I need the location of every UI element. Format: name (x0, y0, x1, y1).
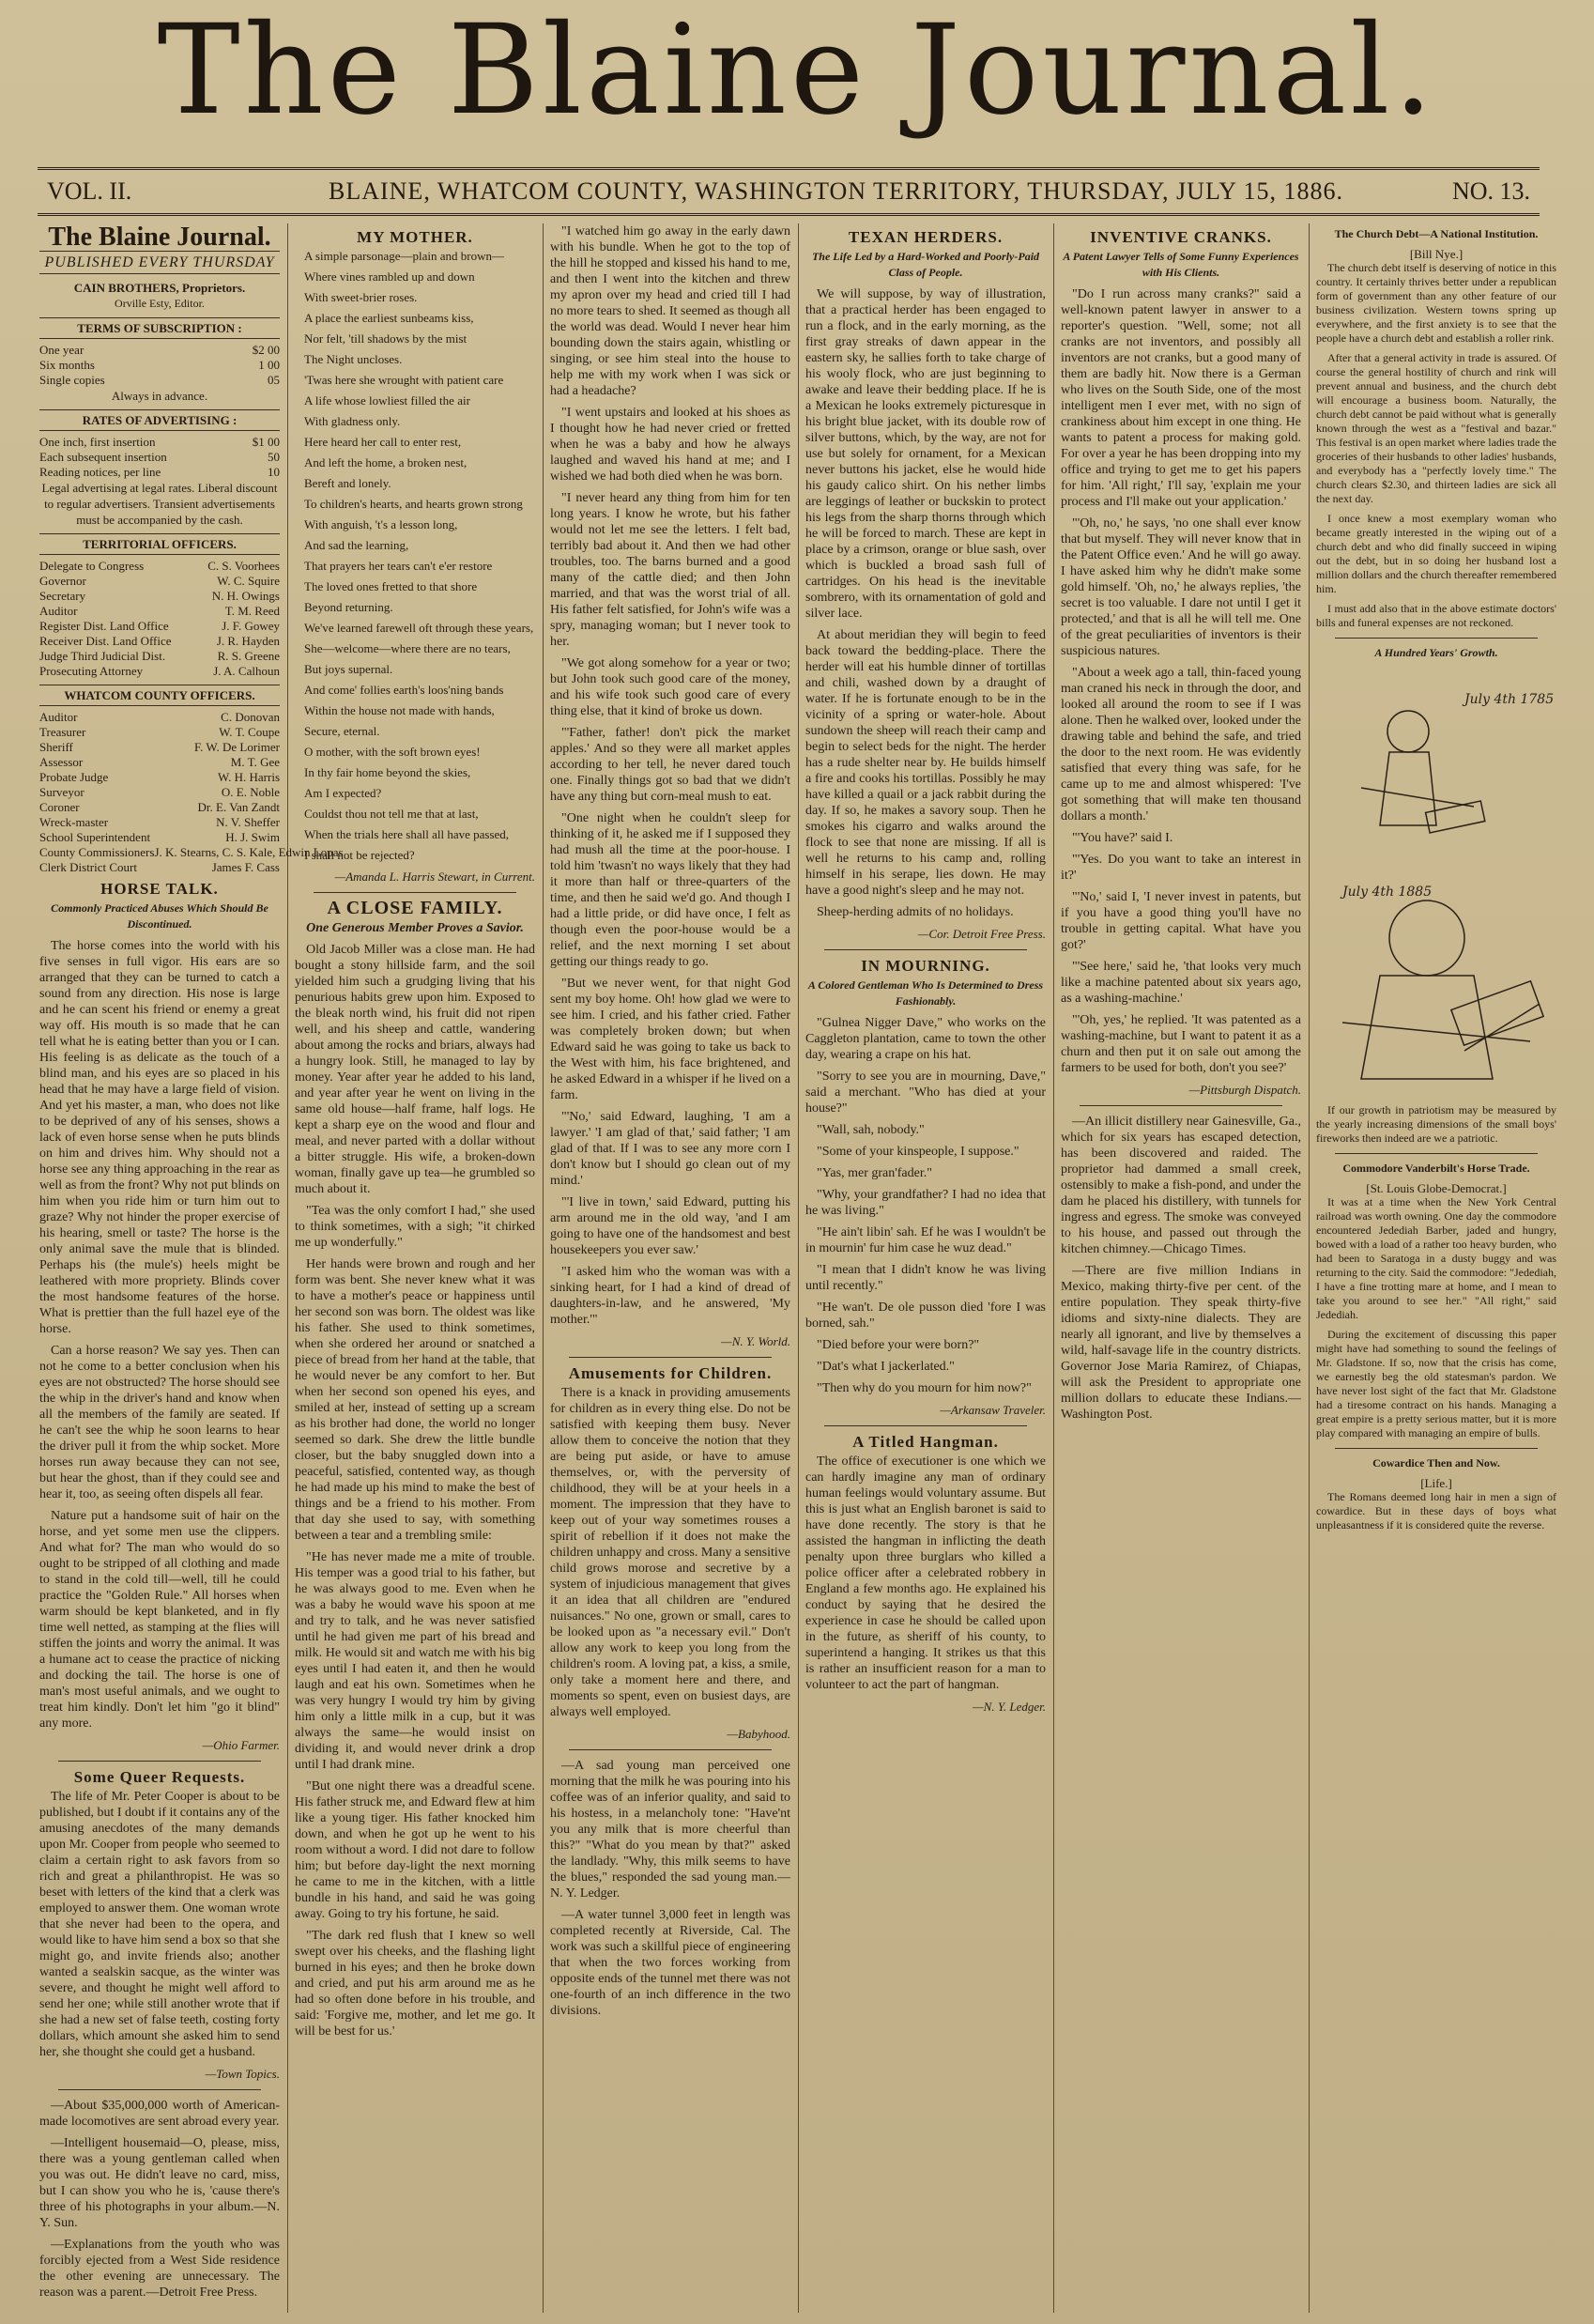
paragraph: —A water tunnel 3,000 feet in length was completed recently at Riverside, Cal. The work was such a skillful piece of engineering that when the two forces working from opposite ends of the tunnel met there was not one-fourth of an inch difference in the two divisions. (550, 1908, 790, 2018)
cartoon-caption: If our growth in patriotism may be measured by the yearly increasing dimensions of the small boys' fireworks then indeed are we a patriotic. (1316, 1103, 1556, 1145)
row-label: Auditor (39, 604, 78, 618)
masthead (0, 0, 1594, 141)
paper-name: The Blaine Journal. (48, 223, 271, 252)
row-label: Assessor (39, 755, 84, 769)
paragraph: "But one night there was a dreadful scene. His father struck me, and Edward flew at him like a young tiger. His father knocked him down, and when he got up he went to his room without a word. I did not dare to follow him; but before day-light the next morning he came to me in the kitchen, with a little bundle in his hand, and said he was going away. Going to try his fortune, he said. (295, 1779, 535, 1921)
column-3 (550, 223, 790, 2313)
table-row (39, 710, 280, 725)
column-6 (1316, 223, 1556, 2313)
paragraph: "'Oh, yes,' he replied. 'It was patented as a washing-machine, but I want to patent it as a churn and then put it on sale out among the farmers to be used for both, don't you see?' (1061, 1013, 1301, 1075)
row-value: J. K. Stearns, C. S. Kale, Edwin Lopas (154, 845, 344, 859)
row-label: County Commissioners (39, 845, 155, 859)
cartoon-title: A Hundred Years' Growth. (1374, 646, 1498, 659)
paragraph: Sheep-herding admits of no holidays. (817, 905, 1014, 919)
paragraph: "I never heard any thing from him for ten long years. I know he wrote, but his father would not let me see the letters. I felt bad, terribly bad about it. And then we had other troubles, too. The barns burned and a good many of the cattle died; and then John married, and that was the worst trial of all. His father felt satisfied, for John's wife was a spry, managing woman; but I never took to her. (550, 491, 790, 649)
paragraph: "'I live in town,' said Edward, putting his arm around me in the old way, 'and I am going to have one of the handsomest and best housekeepers you ever saw.' (550, 1195, 790, 1257)
row-label: Delegate to Congress (39, 559, 145, 573)
poem-line: O mother, with the soft brown eyes! (304, 745, 481, 759)
short-items (39, 2098, 280, 2301)
article-source: —Pittsburgh Dispatch. (1188, 1083, 1301, 1097)
row-label: Register Dist. Land Office (39, 619, 169, 633)
paragraph: "I went upstairs and looked at his shoes as I thought how he had never cried or fretted when he was a baby and how he always laughed and waved his hand at me; and I wished we had both died when he was born. (550, 406, 790, 484)
poem-line: Couldst thou not tell me that at last, (304, 807, 479, 821)
poem-line: Beyond returning. (304, 600, 393, 614)
volume-label: VOL. II. (47, 177, 132, 205)
poem-line: A life whose lowliest filled the air (304, 393, 470, 408)
publication-line: PUBLISHED EVERY THURSDAY (39, 251, 280, 274)
row-value: J. R. Hayden (216, 634, 280, 648)
divider (1335, 638, 1538, 639)
column-rule (287, 223, 288, 2313)
short-items (1061, 1114, 1301, 1423)
paragraph: It was at a time when the New York Central railroad was worth owning. One day the commodore encountered Jedediah Barber, jaded and hungry, bowed with a load of a rather too heavy burden, who had been to Saratoga in a dusty buggy and was returning to the city. Said the commodore: "Jedediah, I have a fine trotting mare at home, and I mean to take you around to see her." "All right," said Jedediah. (1316, 1195, 1556, 1321)
article-body (805, 1454, 1046, 1693)
row-label: One year (39, 343, 84, 357)
paragraph: Can a horse reason? We say yes. Then can not he come to a better conclusion when his eyes are not obstructed? The horse should see the whip in the driver's hand and know when all the members of the family are seated. If he can't see the whip he soon learns to hear the driver pull it from the whip socket. More horses run away because they can not see, but hear the ghost, than if they could see and hear it, too, as seeing often dispels all fear. (39, 1344, 280, 1501)
paragraph: —About $35,000,000 worth of American-made locomotives are sent abroad every year. (39, 2099, 280, 2129)
row-label: Prosecuting Attorney (39, 664, 144, 678)
row-label: Reading notices, per line (39, 465, 161, 479)
article-subhead: A Patent Lawyer Tells of Some Funny Experiences with His Clients. (1063, 250, 1299, 279)
paragraph: "'No,' said I, 'I never invest in patents, but if you have a good thing you'll have no trouble in getting capital. What have you got?' (1061, 890, 1301, 952)
row-label: Sheriff (39, 740, 73, 754)
poem-line: But joys supernal. (304, 662, 393, 676)
article-body (1061, 286, 1301, 1076)
issue-number: NO. 13. (1451, 177, 1530, 205)
cartoon-illustration (1324, 666, 1555, 1098)
editor-line: Orville Esty, Editor. (115, 297, 205, 310)
article-headline: A CLOSE FAMILY. (327, 898, 503, 918)
divider (58, 2089, 261, 2090)
row-value: R. S. Greene (217, 649, 280, 663)
poem-line: When the trials here shall all have passed, (304, 827, 510, 841)
row-value: 50 (268, 450, 280, 464)
row-value: W. T. Coupe (219, 725, 280, 739)
poem-source: —Amanda L. Harris Stewart, in Current. (334, 870, 535, 884)
row-label: Probate Judge (39, 770, 109, 784)
article-source: [Bill Nye.] (1409, 247, 1464, 261)
article-source: —N. Y. Ledger. (973, 1700, 1046, 1714)
paragraph: "About a week ago a tall, thin-faced young man craned his neck in through the door, and looked all around the room to see if I was alone. Then he walked over, looked under the drawing table and behind the safe, and tried the door to the next room. He was evidently satisfied that every thing was safe, for he came up to me and almost whispered: 'I've got something that will make ten thousand dollars a month.' (1061, 666, 1301, 823)
paragraph: "'Father, father! don't pick the market apples.' And so they were all market apples according to her tell, he never dared touch one. Finally things got so bad that we didn't have any thing but corn-meal mush to eat. (550, 726, 790, 804)
paragraph: "The dark red flush that I knew so well swept over his cheeks, and the flashing light burned in his eyes; and then he broke down and cried, and put his arm around me as he had so often done before in his trouble, and said: 'Forgive me, mother, and let me go. It will be best for us.' (295, 1929, 535, 2039)
paragraph: We will suppose, by way of illustration, that a practical herder has been engaged to run a flock, and in the early morning, as the first gray streaks of dawn appear in the eastern sky, he sallies forth to take charge of his wooly flock, who are just beginning to awake and leave their bedding place. If he is a Mexican he looks extremely picturesque in his bright blue jacket, with its double row of silver buttons, which, by the way, are not for use but solely for ornament, for a Mexican never buttons his jacket, else he would hide his gaudy calico shirt. On his nether limbs are leggings of leather or buckskin to protect his legs from the sharp thorns through which he will be forced to march. These are kept in place by a crimson, orange or blue sash, over which is buckled a broad sash full of cartridges. On his head is the inevitable sombrero, with its ornamentation of gold and silver lace. (805, 287, 1046, 621)
article-headline: TEXAN HERDERS. (848, 228, 1004, 246)
article-source: —Town Topics. (205, 2067, 280, 2081)
row-label: School Superintendent (39, 830, 151, 844)
cartoon-label-1785: July 4th 1785 (1464, 692, 1555, 707)
poem-line: And sad the learning, (304, 538, 409, 552)
article-source: —Babyhood. (727, 1727, 790, 1741)
row-label: Judge Third Judicial Dist. (39, 649, 166, 663)
paragraph: Nature put a handsome suit of hair on the horse, and yet some men use the clippers. And what for? The man who would do so ought to be stripped of all clothing and made to stand in the cold till—well, till he could practice the "Golden Rule." All horses when warm should be kept blanketed, and in fly time well netted, as stamping at the flies will stiffen the joints and worry the animal. It was a humane act to cease the practice of nicking and docking the tail. The horse is one of man's most useful animals, and we ought to treat him kindly. Don't let him "go it blind" any more. (39, 1509, 280, 1731)
poem-line: With sweet-brier roses. (304, 290, 418, 304)
table-row (39, 725, 280, 740)
poem-line: Within the house not made with hands, (304, 703, 495, 717)
poem-line: With gladness only. (304, 414, 401, 428)
row-value: O. E. Noble (221, 785, 280, 799)
divider (824, 1425, 1027, 1426)
row-value: J. A. Calhoun (213, 664, 280, 678)
paragraph: "Sorry to see you are in mourning, Dave," said a merchant. "Who has died at your house?" (805, 1070, 1046, 1116)
article-body (550, 1385, 790, 1720)
paragraph: After that a general activity in trade is assured. Of course the general hostility of church and rink will prevent annual and business, and the church debt will encourage a business boom. Naturally, the church debt cannot be paid without what is generally known through the west as a "festival and bazar." This festival is an open market where ladies trade the groceries of their husbands to other ladies' husbands, and everybody has a "perfectly lovely time." The church clears $2.30, and thirteen ladies are sick all the next day. (1316, 351, 1556, 505)
paragraph: "Then why do you mourn for him now?" (817, 1381, 1032, 1395)
proprietors: CAIN BROTHERS, Proprietors. (73, 281, 246, 295)
paragraph: —There are five million Indians in Mexico, making thirty-five per cent. of the entire population. They speak thirty-five idioms and sixty-nine dialects. They are nearly all ignorant, and live by themselves a wild, half-savage life in the country districts. Governor Jose Maria Ramirez, of Chiapas, will ask the President to appropriate one million dollars to educate these Indians.—Washington Post. (1061, 1264, 1301, 1422)
article-headline: IN MOURNING. (861, 957, 990, 975)
paragraph: "I watched him go away in the early dawn with his bundle. When he got to the top of the hill he stopped and kissed his hand to me, and then I went into the kitchen and threw my apron over my head and cried till I had no more tears to shed. It seemed as though all the world was dead. Would I never hear him bounding down the stairs again, whistling or singing, or see him steal into the house to help me with my work when I was sick or had a headache? (550, 224, 790, 398)
column-rule (1309, 223, 1310, 2313)
row-label: Secretary (39, 589, 86, 603)
poem-line: A place the earliest sunbeams kiss, (304, 311, 474, 325)
table-row (39, 860, 280, 875)
article-body (295, 942, 535, 2039)
paragraph: "Gulnea Nigger Dave," who works on the Caggleton plantation, came to town the other day, wearing a crape on his hat. (805, 1016, 1046, 1062)
paragraph: "'Oh, no,' he says, 'no one shall ever know that but myself. They will never know that in the Patent Office even.' And he will go away. I have asked him why he didn't make some gold himself. 'Oh, no,' he always replies, 'the secret is too valuable. I dare not until I get it protected,' and that is all he will tell me. One of the great peculiarities of inventors is their suspicious natures. (1061, 516, 1301, 658)
paragraph: "'You have?' said I. (1072, 831, 1173, 845)
poem-line: 'Twas here she wrought with patient care (304, 373, 504, 387)
row-value: $2 00 (252, 343, 280, 357)
poem-line: Here heard her call to enter rest, (304, 435, 462, 449)
paragraph: "We got along somehow for a year or two; but John took such good care of the money, and his wife took such good care of every thing else, that it kind of broke us down. (550, 656, 790, 718)
poem-line: Am I expected? (304, 786, 382, 800)
paragraph: At about meridian they will begin to feed back toward the bedding-place. There the herder will eat his humble dinner of tortillas and chili, washed down by a draught of water. If he is fortunate enough to be in the vicinity of a spring or water-hole. About sundown the sheep will reach their camp and begin to select beds for the night. The herder has a rude shelter near by. He builds himself a fire and cooks his tortillas. Possibly he may have killed a quail or a jack rabbit during the day. If so, he makes a savory soup. Then he smokes his cigarro and walks around the flock to see that none are missing. If all is well he returns to his camp and, rolling himself in his serape, lies down. He may have a good night's sleep and he may not. (805, 628, 1046, 898)
article-headline: Some Queer Requests. (73, 1768, 246, 1786)
row-label: Single copies (39, 373, 105, 387)
article-source: —Arkansaw Traveler. (940, 1403, 1046, 1417)
row-value: F. W. De Lorimer (193, 740, 280, 754)
paragraph: Old Jacob Miller was a close man. He had bought a stony hillside farm, and the soil yielded him such a grudging living that his penurious habits grew upon him. Exposed to the bleak north wind, his fruit did not ripen well, and his sheep and cattle, wandering about among the rocks and briars, always had a hungry look. Still, he managed to lay by money. Year after year he added to his land, and year after year he went on living in the same old house—half frame, half logs. He kept a sharp eye on the wood and flour and meal, and never parted with a dollar without a bitter struggle. His wife, a broken-down woman, finally gave up tea—he grumbled so much about it. (295, 943, 535, 1196)
row-value: J. F. Gowey (222, 619, 280, 633)
table-row (39, 373, 280, 388)
article-subhead: One Generous Member Proves a Savior. (306, 921, 524, 935)
paragraph: "Tea was the only comfort I had," she used to think sometimes, with a sigh; "it chirked me up wonderfully." (295, 1204, 535, 1250)
article-headline: A Titled Hangman. (852, 1433, 999, 1451)
paragraph: The life of Mr. Peter Cooper is about to be published, but I doubt if it contains any of the amusing anecdotes of the many demands upon Mr. Cooper from people who seemed to claim a certain right to ask favors from so rich and great a philanthropist. He was so beset with letters of the kind that a clerk was employed to answer them. One woman wrote that she never had been to the opera, and would like to have him send a box so that she might go, and invite friends also; another wanted a sealskin sacque, as the winter was severe, and thought he might well afford to send her one; while still another wrote that if she had a new set of false teeth, costing forty dollars, which amount she asked him to send her, she thought she could get a husband. (39, 1790, 280, 2059)
short-items (550, 1758, 790, 2019)
article-headline: Commodore Vanderbilt's Horse Trade. (1342, 1162, 1530, 1175)
paragraph: "I mean that I didn't know he was living until recently." (805, 1263, 1046, 1293)
table-row (39, 770, 280, 785)
divider (1335, 1448, 1538, 1449)
poem-line: And come' follies earth's loos'ning bands (304, 683, 504, 697)
article-source: [St. Louis Globe-Democrat.] (1366, 1181, 1507, 1195)
table-row (39, 559, 280, 574)
table-row (39, 664, 280, 679)
territorial-title: TERRITORIAL OFFICERS. (39, 533, 280, 555)
row-label: Governor (39, 574, 86, 588)
paragraph: "He has never made me a mite of trouble. His temper was a good trial to his father, but he was always good to me. Even when he was a baby he would wave his spoon at me and try to talk, and he was never satisfied until he had given me part of his bread and milk. He would sit and watch me with his big eyes until I had eaten it, and then he would laugh and eat his own. Sometimes when he was very hungry I would try him by giving him only a little milk in a cup, but it was always the same—he would insist on dividing it, and would never drink a drop until I had drank mine. (295, 1550, 535, 1772)
paragraph: The horse comes into the world with his five senses in full vigor. His ears are so arranged that they can be turned to catch a sound from any direction. His nose is large and he can scent his friend or enemy a great way off. His mouth is so made that he can tell what he is eating better than you or I can. His feeling is as delicate as the touch of a blind man, and his eyes are so placed in his head that he may have a large field of vision. And yet his master, a man, who does not like to be deprived of any of his senses, shows a lack of even horse sense when he puts blinds on him and drives him. Why should not a horse see any thing approaching in the rear as well as from the front? Why not put blinds on him when you ride him or turn him out to graze? Why not hinder the proper exercise of his hearing, smell or taste? The horse is the only animal save the mule that is blinded. Perhaps his (the mule's) heels might be leathered with more propriety. Blinds cover the most handsome features of the horse. What is prettier than the full hazel eye of the horse. (39, 939, 280, 1336)
divider (314, 892, 516, 893)
row-value: Dr. E. Van Zandt (197, 800, 280, 814)
dateline-bar (38, 167, 1540, 216)
table-row (39, 604, 280, 619)
row-value: W. C. Squire (217, 574, 280, 588)
row-label: Treasurer (39, 725, 86, 739)
poem-line: Where vines rambled up and down (304, 269, 475, 284)
column-rule (543, 223, 544, 2313)
paragraph: "'Yes. Do you want to take an interest in it?' (1061, 853, 1301, 883)
paragraph: "He ain't libin' sah. Ef he was I wouldn't be in mournin' fur him case he wuz dead." (805, 1225, 1046, 1255)
table-row (39, 450, 280, 465)
territorial-table (39, 559, 280, 679)
column-rule (798, 223, 799, 2313)
paragraph: "He wan't. De ole pusson died 'fore I was borned, sah." (805, 1301, 1046, 1331)
poem-line: A simple parsonage—plain and brown— (304, 249, 505, 263)
divider (824, 949, 1027, 950)
article-body (805, 286, 1046, 920)
paragraph: "Do I run across many cranks?" said a well-known patent lawyer in answer to a reporter's question. "Well, some; not all cranks are not inventors, and possibly all inventors are not cranks, but a good many of them are badly hit. Now there is a German who lives on the South Side, one of the most intelligent men I ever met, with no sign of crankiness about him except in one thing. He wants to patent a process for making gold. For over a year he has been dropping into my office and trying to get me to get his papers for him. 'All right,' I'll say, 'explain me your process and I'll make out your application.' (1061, 287, 1301, 509)
table-row (39, 740, 280, 755)
row-value: M. T. Gee (230, 755, 280, 769)
table-row (39, 830, 280, 845)
paragraph: "But we never went, for that night God sent my boy home. Oh! how glad we were to see him. I cried, and his father cried. Father was completely broken down; but when Edward said he was going to take us back to the West with him, his face brightened, and he asked Edward in a whisper if he lived on a farm. (550, 977, 790, 1102)
row-value: H. J. Swim (225, 830, 280, 844)
paragraph: "'See here,' said he, 'that looks very much like a machine patented about six years ago, as a washing-machine.' (1061, 960, 1301, 1006)
table-row (39, 634, 280, 649)
paragraph: —An illicit distillery near Gainesville, Ga., which for six years has escaped detection, has been discovered and raided. The proprietor had dammed a small creek, ostensibly to make a fish-pond, and under the dam he placed his distillery, with tunnels for ingress and egress. The smoke was conveyed to his house, and passed out through the kitchen chimney.—Chicago Times. (1061, 1115, 1301, 1256)
article-subhead: The Life Led by a Hard-Worked and Poorly-Paid Class of People. (811, 250, 1040, 279)
row-value: N. H. Owings (211, 589, 280, 603)
paragraph: "Yas, mer gran'fader." (817, 1166, 932, 1180)
article-body (39, 938, 280, 1731)
article-body (1316, 1195, 1556, 1440)
advertising-title: RATES OF ADVERTISING : (39, 409, 280, 431)
row-value: C. Donovan (221, 710, 280, 724)
subscription-title: TERMS OF SUBSCRIPTION : (39, 317, 280, 339)
paragraph: "Died before your were born?" (817, 1338, 980, 1352)
row-label: Receiver Dist. Land Office (39, 634, 172, 648)
article-source: [Life.] (1420, 1476, 1452, 1490)
row-label: One inch, first insertion (39, 435, 156, 449)
poem-line: With anguish, 't's a lesson long, (304, 517, 458, 531)
row-value: 10 (268, 465, 280, 479)
article-headline: The Church Debt—A National Institution. (1334, 227, 1539, 240)
advertising-notes: Legal advertising at legal rates. Liberal discount to regular advertisers. Transient advertisements must be accompanied by the cash. (41, 481, 278, 527)
cartoon-label-1885: July 4th 1885 (1342, 885, 1433, 900)
table-row (39, 619, 280, 634)
poem-line: Bereft and lonely. (304, 476, 391, 490)
table-row (39, 589, 280, 604)
article-source: —Ohio Farmer. (202, 1738, 280, 1752)
table-row (39, 845, 344, 860)
table-row (39, 785, 280, 800)
divider (1080, 1105, 1282, 1106)
row-value: James F. Cass (211, 860, 280, 874)
poem-line: In thy fair home beyond the skies, (304, 765, 471, 779)
table-row (39, 574, 280, 589)
poem-body (295, 249, 535, 863)
column-4 (805, 223, 1046, 2313)
article-subhead: Commonly Practiced Abuses Which Should Be Discontinued. (51, 901, 268, 931)
poem-line: The Night uncloses. (304, 352, 403, 366)
poem-line: She—welcome—where there are no tears, (304, 641, 511, 655)
article-source: —N. Y. World. (721, 1334, 790, 1348)
paragraph: "One night when he couldn't sleep for thinking of it, he asked me if I supposed they had mush all the time at the poor-house. I told him 'twasn't no ways likely that they had it more than half or three-quarters of the time, and then he said we'd go. And though I had a little pride, or did have once, I felt as though even the poor-house would be a relief, and the next morning I set about getting our things ready to go. (550, 811, 790, 969)
divider (1335, 1153, 1538, 1154)
paragraph: "I asked him who the woman was with a sinking heart, for I had a kind of dread of daughters-in-law, and he answered, 'My mother.'" (550, 1265, 790, 1327)
article-subhead: A Colored Gentleman Who Is Determined to Dress Fashionably. (807, 978, 1044, 1008)
poem-title: MY MOTHER. (357, 228, 473, 246)
poem-line: The loved ones fretted to that shore (304, 579, 478, 593)
row-label: Each subsequent insertion (39, 450, 167, 464)
article-body (1316, 1490, 1556, 1532)
cartoon-drawing (1324, 666, 1555, 1098)
article-headline: INVENTIVE CRANKS. (1090, 228, 1272, 246)
row-value: $1 00 (252, 435, 280, 449)
article-body (39, 1789, 280, 2060)
table-row (39, 815, 280, 830)
paragraph: The Romans deemed long hair in men a sign of cowardice. But in these days of boys what unpleasantness if it is considered quite the reverse. (1316, 1490, 1556, 1531)
row-label: Coroner (39, 800, 80, 814)
row-value: N. V. Sheffer (216, 815, 280, 829)
row-value: W. H. Harris (218, 770, 280, 784)
divider (58, 1761, 261, 1762)
paragraph: "Why, your grandfather? I had no idea that he was living." (805, 1188, 1046, 1218)
poem-line: To children's hearts, and hearts grown strong (304, 497, 523, 511)
article-body (805, 1015, 1046, 1396)
column-2 (295, 223, 535, 2313)
newspaper-title: The Blaine Journal. (157, 0, 1437, 143)
county-title: WHATCOM COUNTY OFFICERS. (39, 685, 280, 706)
subscription-table (39, 343, 280, 388)
paragraph: I must add also that in the above estimate doctors' bills and funeral expenses are not reckoned. (1316, 602, 1556, 629)
paragraph: —Intelligent housemaid—O, please, miss, there was a young gentleman called when you was out. He didn't leave no card, miss, but I can show you who he is, 'cause there's three of his photographs in your album.—N. Y. Sun. (39, 2136, 280, 2230)
advertising-table (39, 435, 280, 480)
column-5 (1061, 223, 1301, 2313)
poem-line: That prayers her tears can't e'er restore (304, 559, 493, 573)
table-row (39, 755, 280, 770)
divider (569, 1357, 772, 1358)
row-label: Six months (39, 358, 95, 372)
divider (569, 1749, 772, 1750)
row-label: Clerk District Court (39, 860, 137, 874)
row-value: C. S. Voorhees (207, 559, 280, 573)
article-headline: HORSE TALK. (100, 880, 219, 898)
paragraph: —A sad young man perceived one morning that the milk he was pouring into his coffee was of an inferior quality, and said to his hostess, in a melancholy tone: "Have'nt you any milk that is more cheerful than this?" "What do you mean by that?" asked the landlady. "Why, this milk seems to have the blues," responded the sad young man.—N. Y. Ledger. (550, 1759, 790, 1901)
table-row (39, 358, 280, 373)
row-value: 1 00 (258, 358, 280, 372)
poem-line: Nor felt, 'till shadows by the mist (304, 331, 467, 346)
paragraph: There is a knack in providing amusements for children as in every thing else. Do not be satisfied with keeping them busy. Never allow them to conceive the notion that they are being put aside, or have to amuse themselves, or, with the perversity of childhood, they will be at your heels in a moment. The impression that they have to keep out of your way sometimes rouses a spirit of rebellion if it does not make the children unhappy and cross. Many a sensitive child grows morose and secretive by a system of injudicious management that gives it an idea that all children are "endured nuisances." No one, grown or small, cares to be looked upon as "a necessary evil." Don't allow any work to keep you long from the children's room. A loving pat, a kiss, a smile, only take a moment here and there, and moments so spent, even on busiest days, are always well employed. (550, 1386, 790, 1719)
table-row (39, 343, 280, 358)
poem-line: We've learned farewell oft through these years, (304, 621, 534, 635)
article-source: —Cor. Detroit Free Press. (917, 927, 1046, 941)
article-headline: Cowardice Then and Now. (1372, 1456, 1500, 1470)
paragraph: During the excitement of discussing this paper might have had something to sound the feelings of Mr. Gladstone. If so, now that the crisis has come, we earnestly beg the old statesman's pardon. We have never lost sight of the fact that Mr. Gladstone had a tiresome contract on his hands. Managing a great empire is a pretty serious matter, but it is more play compared with managing an empire of bulls. (1316, 1328, 1556, 1439)
paragraph: "Some of your kinspeople, I suppose." (817, 1145, 1019, 1159)
paragraph: Her hands were brown and rough and her form was bent. She never knew what it was to have a mother's peace or happiness until her second son was born. The oldest was like his father. She used to think sometimes, when she ordered her around or snatched a piece of bread from her hand at the table, that he would never be any comfort to her. But when her second son opened his eyes, and smiled at her, instead of setting up a scream as his brother had done, the world no longer seemed so dark. She drew the little bundle closer, but the baby snuggled down into a peaceful, satisfied, contented way, as though he had made up his mind to make the best of things and be a friend to his mother. From that day she used to say, with something between a tear and a trembling smile: (295, 1257, 535, 1543)
paragraph: "Dat's what I jackerlated." (817, 1360, 955, 1374)
paragraph: The church debt itself is deserving of notice in this country. It certainly thrives better under a republican form of government than any other feature of our business civilization. Western towns spring up everywhere, and the first anxiety is to see that the people have a church debt and establish a roller rink. (1316, 261, 1556, 345)
article-body (550, 223, 790, 1328)
poem-line: And left the home, a broken nest, (304, 455, 467, 469)
row-label: Auditor (39, 710, 78, 724)
paragraph: "Wall, sah, nobody." (817, 1123, 925, 1137)
paragraph: —Explanations from the youth who was forcibly ejected from a West Side residence the other evening are unnecessary. The reason was a parent.—Detroit Free Press. (39, 2238, 280, 2300)
column-rule (1053, 223, 1054, 2313)
row-label: Wreck-master (39, 815, 109, 829)
table-row (39, 649, 280, 664)
paragraph: The office of executioner is one which we can hardly imagine any man of ordinary human feelings would voluntary assume. But this is just what an English baronet is said to have done recently. The story is that he assisted the hangman in inflicting the death penalty upon three burglars who killed a police officer after a celebrated robbery in England a few months ago. He explained his conduct by saying that he desired the experience in case he should be called upon in the future, as sheriff of his county, to superintend a hanging. It strikes us that this is rather an insufficient reason for a man to volunteer to act the part of hangman. (805, 1454, 1046, 1692)
table-row (39, 800, 280, 815)
row-label: Surveyor (39, 785, 84, 799)
poem-line: Secure, eternal. (304, 724, 380, 738)
paragraph: "'No,' said Edward, laughing, 'I am a lawyer.' 'I am glad of that,' said father; 'I am glad of that. If I was to see any more corn I don't know but I should go clean out of my mind.' (550, 1110, 790, 1188)
row-value: T. M. Reed (224, 604, 280, 618)
advance-note: Always in advance. (111, 389, 208, 403)
article-body (1316, 261, 1556, 630)
article-headline: Amusements for Children. (568, 1364, 773, 1382)
poem-line: I shall not be rejected? (304, 848, 415, 862)
paragraph: I once knew a most exemplary woman who became greatly interested in the wiping out of a church debt and who did finally succeed in wiping out the debt, but in so doing her husband lost a million dollars and the church thereafter remembered him. (1316, 512, 1556, 595)
row-value: 05 (268, 373, 280, 387)
place-date: BLAINE, WHATCOM COUNTY, WASHINGTON TERRITORY, THURSDAY, JULY 15, 1886. (329, 177, 1344, 205)
table-row (39, 435, 280, 450)
table-row (39, 465, 280, 480)
